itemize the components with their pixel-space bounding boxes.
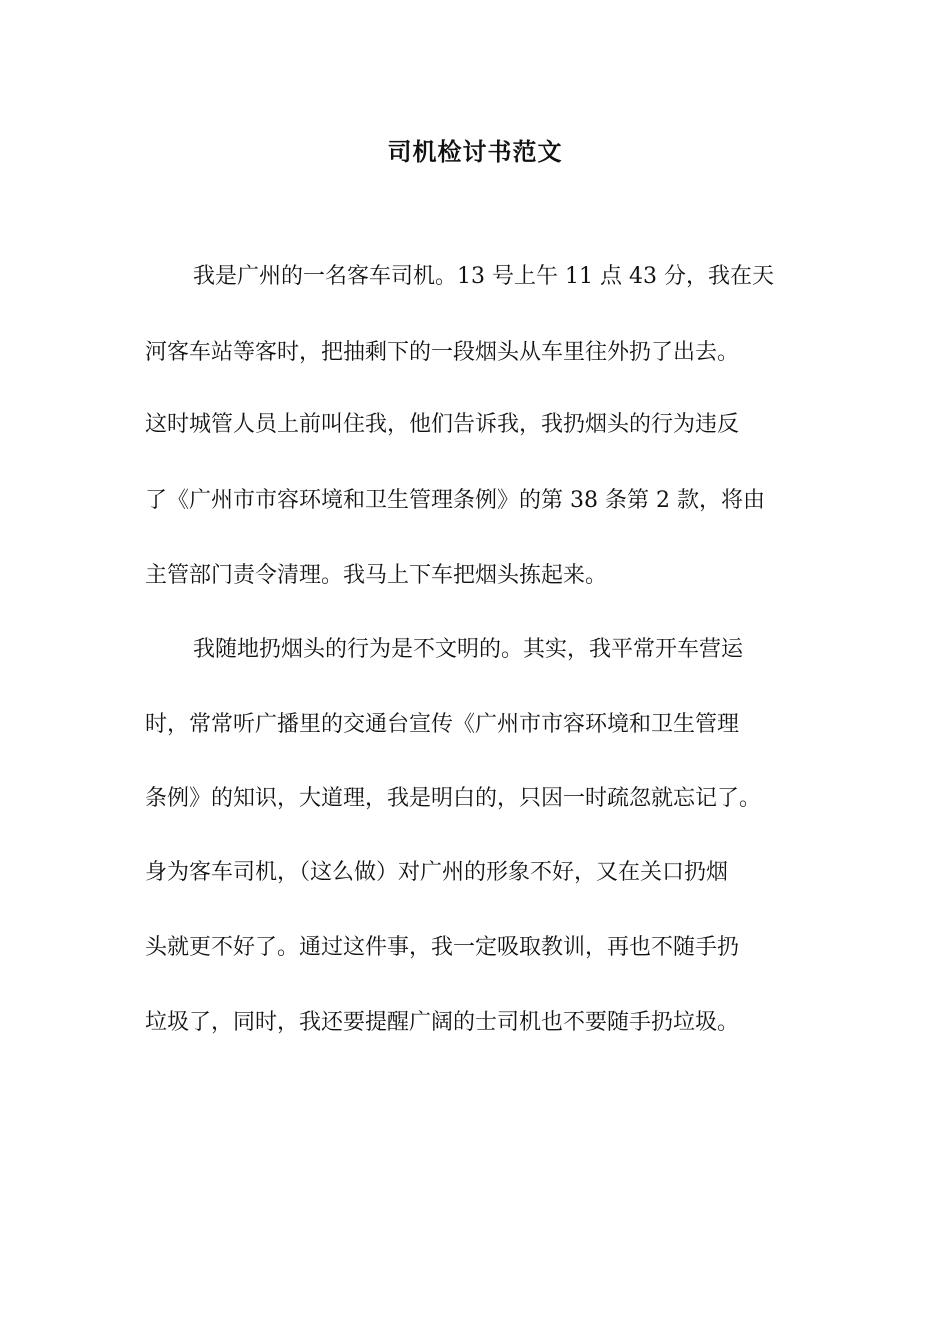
document-title: 司机检讨书范文 xyxy=(387,137,563,166)
paragraph-2-line-4: 身为客车司机，（这么做）对广州的形象不好，又在关口扔烟 xyxy=(145,860,729,885)
paragraph-2-line-1: 我随地扔烟头的行为是不文明的。其实，我平常开车营运 xyxy=(193,637,744,662)
paragraph-1-line-1: 我是广州的一名客车司机。13 号上午 11 点 43 分，我在天 xyxy=(193,264,774,289)
paragraph-2-line-6: 垃圾了，同时，我还要提醒广阔的士司机也不要随手扔垃圾。 xyxy=(145,1010,740,1035)
paragraph-1-line-3: 这时城管人员上前叫住我，他们告诉我，我扔烟头的行为违反 xyxy=(145,412,740,437)
paragraph-2-line-3: 条例》的知识，大道理，我是明白的，只因一时疏忽就忘记了。 xyxy=(145,786,762,811)
paragraph-2-line-2: 时，常常听广播里的交通台宣传《广州市市容环境和卫生管理 xyxy=(145,712,740,737)
paragraph-1-line-5: 主管部门责令清理。我马上下车把烟头拣起来。 xyxy=(145,563,608,588)
paragraph-1-line-2: 河客车站等客时，把抽剩下的一段烟头从车里往外扔了出去。 xyxy=(145,340,740,365)
paragraph-2-line-5: 头就更不好了。通过这件事，我一定吸取教训，再也不随手扔 xyxy=(145,935,740,960)
paragraph-1-line-4: 了《广州市市容环境和卫生管理条例》的第 38 条第 2 款，将由 xyxy=(145,488,765,513)
